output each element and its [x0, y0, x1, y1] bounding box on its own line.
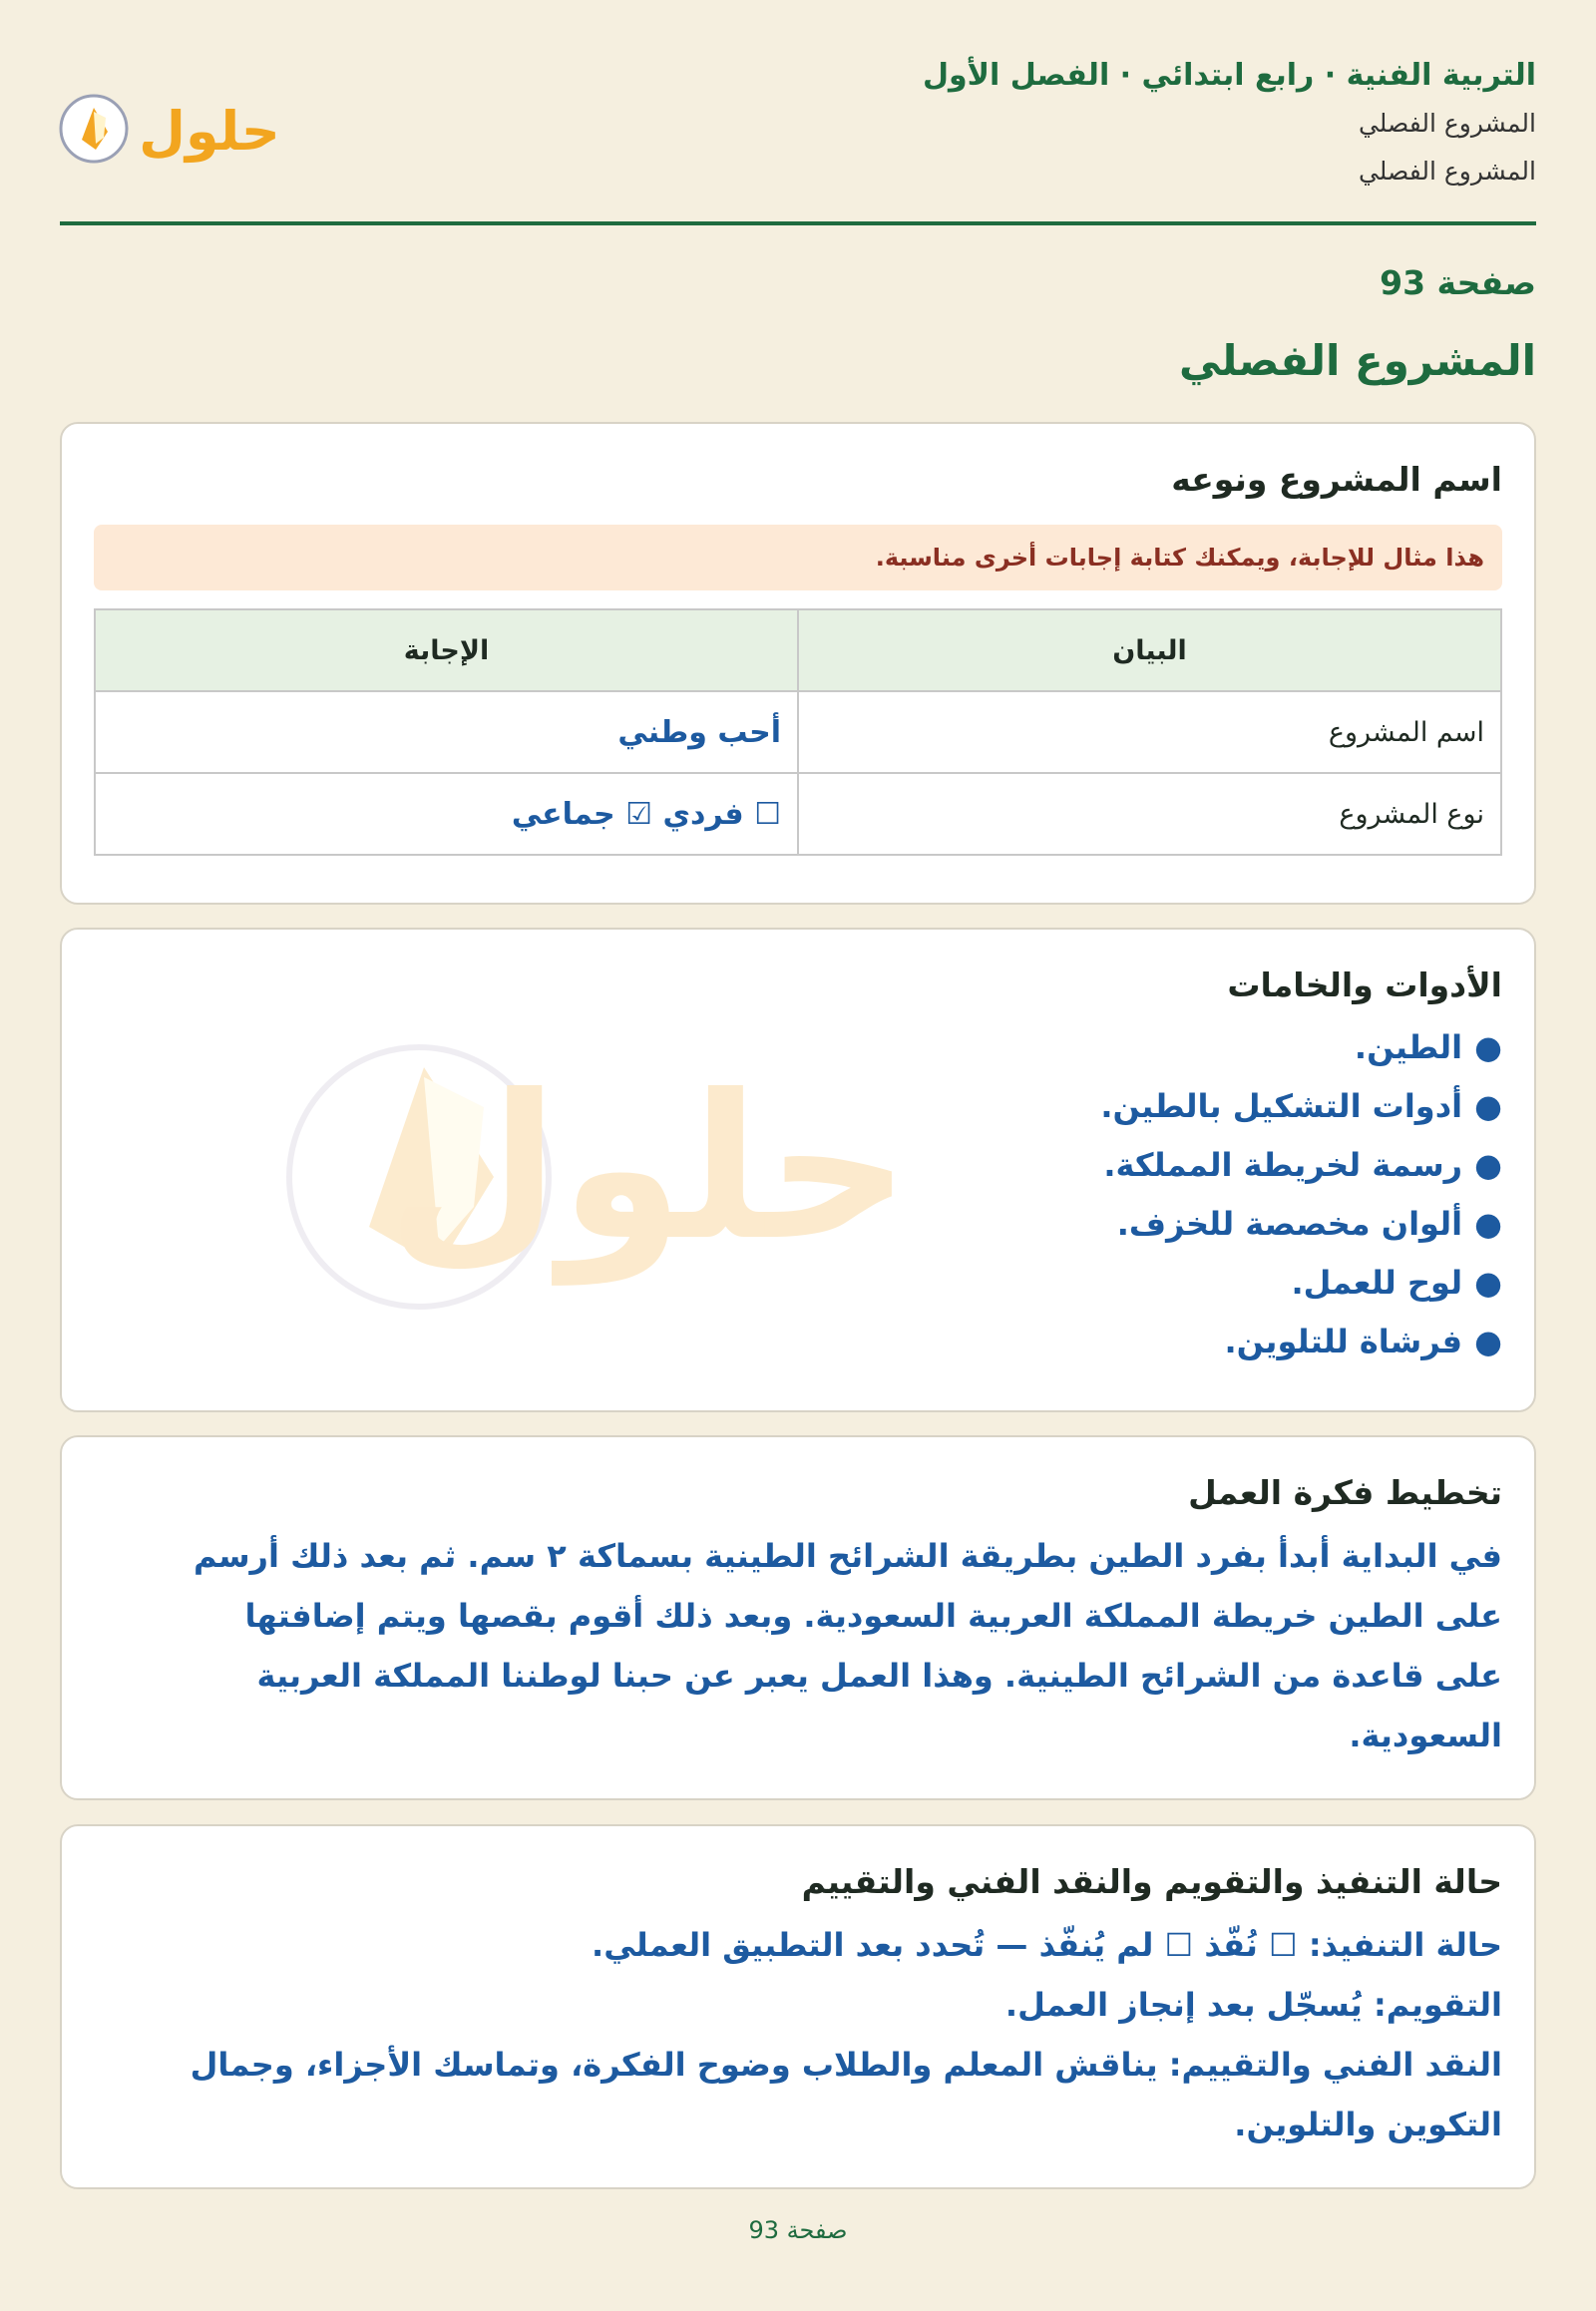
evaluation-lines	[94, 1915, 1502, 2154]
table-row	[95, 773, 1501, 855]
bullet-icon: ●	[1474, 1264, 1502, 1302]
table-header-row	[95, 609, 1501, 691]
column-header: الإجابة	[95, 609, 798, 691]
row-answer: أحب وطني	[95, 691, 798, 773]
watermark-wordmark: حلول	[386, 1052, 911, 1285]
main-title: المشروع الفصلي	[1178, 336, 1536, 385]
execution-status-line: حالة التنفيذ: ☐ نُفّذ ☐ لم يُنفّذ — تُحدد بعد التطبيق العملي.	[592, 1926, 1502, 1964]
project-card	[60, 422, 1536, 905]
list-item-text: الطين.	[1354, 1028, 1463, 1066]
tools-card-title: الأدوات والخامات	[1227, 965, 1502, 1004]
plan-card	[60, 1435, 1536, 1800]
list-item-text: أدوات التشكيل بالطين.	[1100, 1087, 1463, 1125]
row-label: نوع المشروع	[798, 773, 1501, 855]
paragraph-line: على قاعدة من الشرائح الطينية. وهذا العمل يعبر عن حبنا لوطننا المملكة العربية	[256, 1657, 1502, 1695]
page-number: صفحة 93	[1380, 263, 1536, 302]
paragraph-line: في البداية أبدأ بفرد الطين بطريقة الشرائح الطينية بسماكة ٢ سم. ثم بعد ذلك أرسم	[193, 1537, 1502, 1575]
hulul-logo	[60, 82, 289, 172]
header	[60, 0, 1536, 225]
table-row	[95, 691, 1501, 773]
footer-page-number: صفحة 93	[748, 2216, 848, 2244]
bullet-icon: ●	[1474, 1028, 1502, 1066]
critique-line-continued: التكوين والتلوين.	[1234, 2106, 1502, 2143]
header-line-2: المشروع الفصلي	[1358, 157, 1536, 186]
row-answer: ☐ فردي ☑ جماعي	[95, 773, 798, 855]
logo-wordmark: حلول	[139, 100, 280, 163]
list-item-text: فرشاة للتلوين.	[1224, 1323, 1463, 1360]
assessment-line: التقويم: يُسجّل بعد إنجاز العمل.	[1004, 1986, 1502, 2024]
evaluation-card	[60, 1824, 1536, 2189]
subject-title: التربية الفنية · رابع ابتدائي · الفصل الأول	[923, 58, 1536, 93]
bullet-icon: ●	[1474, 1146, 1502, 1184]
project-table	[94, 608, 1502, 856]
paragraph-line: السعودية.	[1349, 1717, 1502, 1754]
list-item-text: ألوان مخصصة للخزف.	[1116, 1205, 1463, 1243]
bullet-icon: ●	[1474, 1205, 1502, 1243]
answer-note: هذا مثال للإجابة، ويمكنك كتابة إجابات أخرى مناسبة.	[94, 525, 1502, 590]
list-item-text: رسمة لخريطة المملكة.	[1103, 1146, 1463, 1184]
paragraph-line: على الطين خريطة المملكة العربية السعودية. وبعد ذلك أقوم بقصها ويتم إضافتها	[244, 1597, 1502, 1635]
column-header: البيان	[798, 609, 1501, 691]
row-label: اسم المشروع	[798, 691, 1501, 773]
page	[60, 0, 1536, 2143]
bullet-icon: ●	[1474, 1087, 1502, 1125]
evaluation-card-title: حالة التنفيذ والتقويم والنقد الفني والتقييم	[801, 1862, 1502, 1901]
plan-paragraph	[94, 1526, 1502, 1765]
critique-line: النقد الفني والتقييم: يناقش المعلم والطلاب وضوح الفكرة، وتماسك الأجزاء، وجمال	[190, 2046, 1502, 2084]
header-text	[923, 52, 1536, 195]
plan-card-title: تخطيط فكرة العمل	[1188, 1473, 1502, 1512]
project-card-title: اسم المشروع ونوعه	[1171, 460, 1502, 499]
bullet-icon: ●	[1474, 1323, 1502, 1360]
watermark-logo	[289, 977, 911, 1337]
list-item-text: لوح للعمل.	[1291, 1264, 1463, 1302]
header-line-1: المشروع الفصلي	[1358, 109, 1536, 138]
